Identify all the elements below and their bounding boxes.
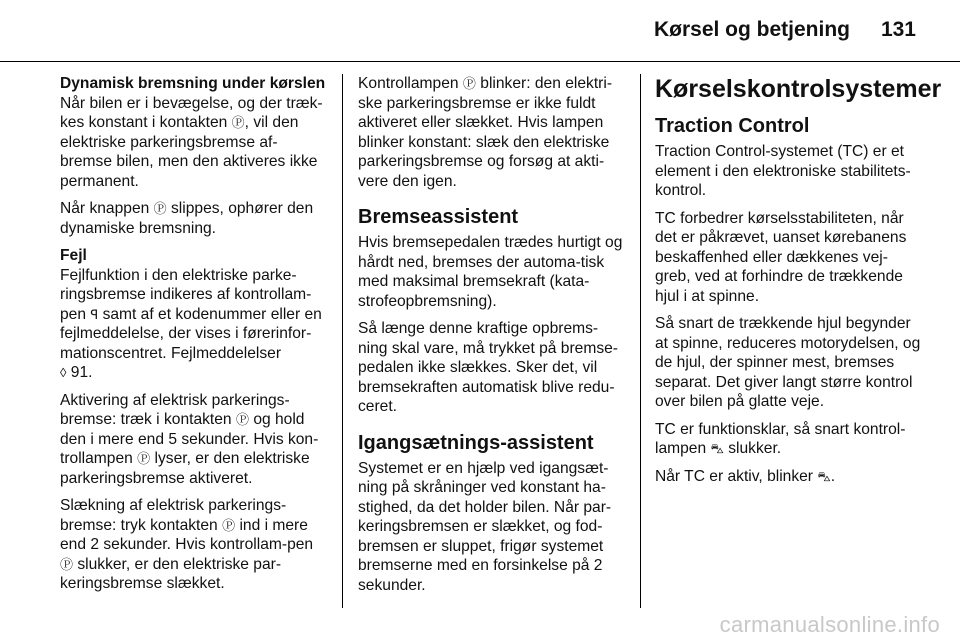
paragraph: Når TC er aktiv, blinker ⛍.: [655, 467, 836, 485]
paragraph: Traction Control-systemet (TC) er et element i den elektroniske stabilitets-kontrol.: [655, 143, 911, 199]
parking-brake-icon: Ⓟ: [153, 201, 167, 216]
traction-control-icon: ⛍: [817, 468, 831, 484]
paragraph: Når knappen Ⓟ slippes, ophører den dynamiske bremsning.: [60, 200, 314, 237]
paragraph: Aktivering af elektrisk parkerings-bremse: træk i kontakten Ⓟ og hold den i mere end 5 sekunder. Hvis kon-trollampen Ⓟ lyser, er den elektriske parkeringsbremse aktiveret.: [60, 391, 319, 487]
parking-brake-icon: Ⓟ: [222, 517, 236, 533]
column-divider: [342, 74, 343, 608]
heading-driving-control-systems: Kørselskontrolsystemer: [655, 75, 942, 103]
paragraph: Slækning af elektrisk parkerings-bremse: tryk kontakten Ⓟ ind i mere end 2 sekunder. Hvis kontrollam-pen Ⓟ slukker, er den elektriske par-keringsbremse slækket.: [60, 497, 314, 592]
heading-brake-assist: Bremseassistent: [358, 206, 519, 228]
paragraph: Hvis bremsepedalen trædes hurtigt og hårdt ned, bremses der automa-tisk med maksimal bremsekraft (kata-strofeopbremsning).: [358, 234, 623, 310]
parking-brake-icon: Ⓟ: [235, 412, 249, 427]
paragraph: Når bilen er i bevægelse, og der træk-kes konstant i kontakten Ⓟ, vil den elektriske parkeringsbremse af-bremse bilen, men den aktiveres ikke permanent.: [60, 94, 323, 190]
parking-brake-icon: Ⓟ: [231, 115, 245, 130]
paragraph: TC forbedrer kørselsstabiliteten, når det er påkrævet, uanset kørebanens beskaffenhed eller dækkenes vej-greb, ved at forhindre de trækkende hjul i at spinne.: [655, 209, 907, 305]
header-rule: [0, 61, 960, 62]
paragraph: Kontrollampen Ⓟ blinker: den elektri-ske parkeringsbremse er ikke fuldt aktiveret eller slækket. Hvis lampen blinker konstant: slæk den elektriske parkeringsbremse og forsøg at akti-vere den igen.: [358, 75, 613, 190]
parking-brake-icon: Ⓟ: [60, 556, 74, 572]
paragraph: Så længe denne kraftige opbrems-ning skal vare, må trykket på bremse-pedalen ikke slækkes. Sker det, vil bremsekraften automatisk blive redu-ceret.: [358, 320, 618, 415]
page-header: [0, 0, 960, 62]
column-middle: [358, 74, 624, 603]
page-number: 131: [880, 18, 916, 41]
traction-control-icon: ⛍: [710, 441, 724, 456]
subheading-fault: Fejl: [60, 247, 87, 264]
warning-lamp-icon: ꟼ: [90, 306, 99, 322]
parking-brake-icon: Ⓟ: [137, 451, 151, 466]
column-left: [60, 74, 326, 602]
watermark: carmanualsonline.info: [719, 612, 940, 637]
parking-brake-icon: Ⓟ: [462, 76, 476, 91]
heading-traction-control: Traction Control: [655, 115, 810, 137]
paragraph: Fejlfunktion i den elektriske parke-ringsbremse indikeres af kontrollam-pen ꟼ samt af et kodenummer eller en fejlmeddelelse, der vises i førerinfor-mationscentret. Fejlmeddelelser ◊ 91.: [60, 266, 322, 381]
heading-hill-start-assist: Igangsætnings-assistent: [358, 431, 594, 454]
paragraph: TC er funktionsklar, så snart kontrol-lampen ⛍ slukker.: [655, 420, 906, 457]
paragraph: Så snart de trækkende hjul begynder at spinne, reduceres motorydelsen, og de hjul, der spinner mest, bremses separat. Det giver langt større kontrol over bilen på glatte veje.: [655, 315, 921, 410]
page-reference[interactable]: 91.: [70, 364, 93, 381]
cross-reference-icon: ◊: [60, 365, 67, 380]
column-divider: [640, 74, 641, 608]
subheading-dynamic-braking: Dynamisk bremsning under kørslen: [60, 75, 326, 92]
section-title: Kørsel og betjening: [653, 18, 850, 41]
paragraph: Systemet er en hjælp ved igangsæt-ning på skråninger ved konstant ha-stighed, da det holder bilen. Når par-keringsbremsen er slækket, og fod-bremsen er sluppet, frigør systemet bremserne med en forsinkelse på 2 sekunder.: [358, 459, 612, 594]
column-right: [655, 74, 942, 494]
